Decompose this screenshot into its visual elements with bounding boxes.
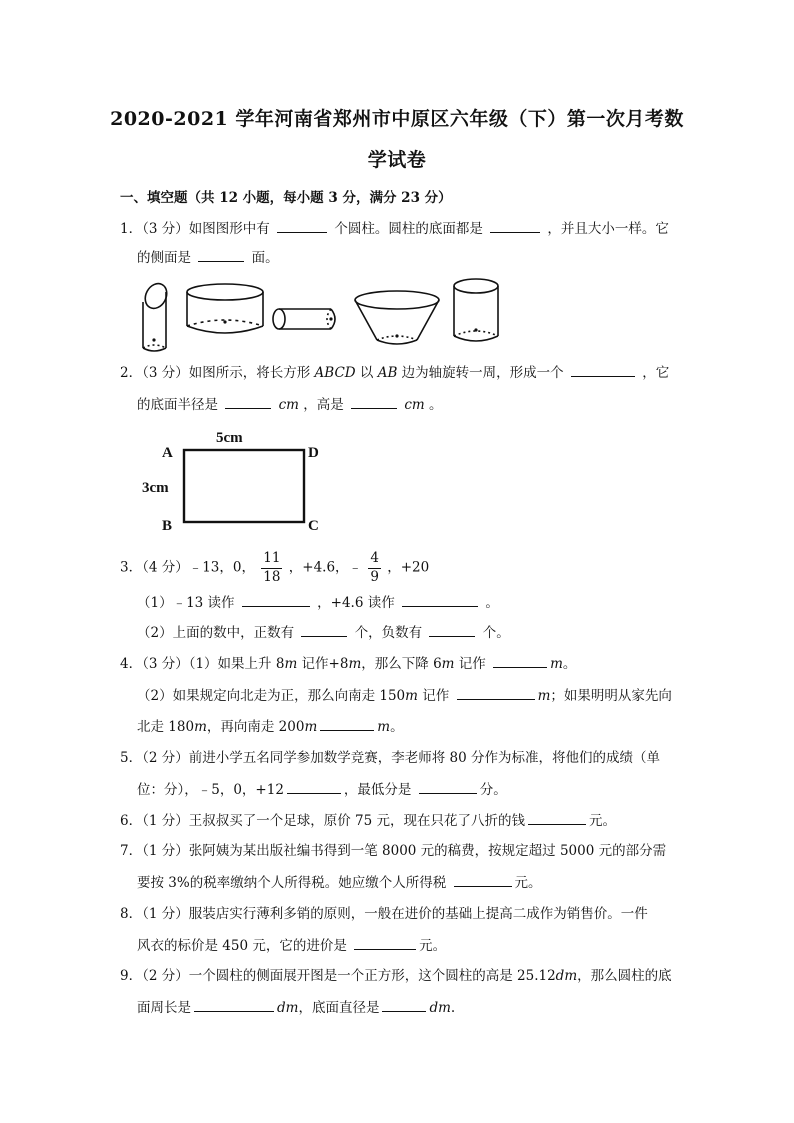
q1-blank-count[interactable] — [277, 218, 327, 233]
q8-text: 风衣的标价是 450 元，它的进价是 — [137, 938, 347, 954]
q1-blank-side[interactable] — [198, 247, 244, 262]
q4-text: 4．（3 分）（1）如果上升 8 — [120, 656, 285, 672]
vertex-a: A — [162, 445, 173, 461]
vertex-b: B — [162, 518, 173, 534]
q3-text: 个。 — [482, 625, 510, 641]
q8-blank-cost[interactable] — [354, 935, 416, 950]
question-6-line1 — [120, 810, 616, 831]
q3-text: 。 — [485, 595, 499, 611]
question-5-line2 — [137, 779, 507, 800]
q5-blank-lowest[interactable] — [419, 779, 477, 794]
question-4-line1: 4．（3 分）（1）如果上升 8m 记作+8m，那么下降 6m 记作 m。 — [120, 653, 576, 674]
q4-text: 北走 180 — [137, 719, 195, 735]
q3-text: ，+4.6 读作 — [317, 595, 395, 611]
q1-shapes-figure — [135, 278, 515, 356]
q4-blank-down[interactable] — [493, 653, 547, 668]
question-1-line1 — [120, 218, 669, 239]
q1-blank-base[interactable] — [490, 218, 540, 233]
q4-text: （2）如果规定向北走为正，那么向南走 150 — [137, 688, 406, 704]
question-2-line2 — [137, 394, 443, 415]
q4-text: ；如果明明从家先向 — [550, 688, 672, 704]
vertex-c: C — [308, 518, 319, 534]
exam-title-line1: 2020-2021 学年河南省郑州市中原区六年级（下）第一次月考数 — [110, 108, 684, 130]
q5-text: 分。 — [479, 782, 507, 798]
q2-unit: cm — [278, 397, 299, 413]
question-2-line1 — [120, 362, 669, 383]
q2-axis-name: AB — [377, 365, 398, 381]
rectangle-abcd — [184, 450, 304, 522]
q2-rectangle-figure — [138, 422, 338, 537]
fraction-4-9: $\frac{4}{9}$ — [370, 550, 379, 585]
q7-text: 7．（1 分）张阿姨为某出版社编书得到一笔 8000 元的稿费，按规定超过 5000 元的部分需 — [120, 843, 667, 859]
q3-text: ，+20 — [387, 559, 430, 576]
q4-text: 记作 — [454, 656, 486, 672]
q2-blank-radius[interactable] — [225, 394, 271, 409]
q8-text: 8．（1 分）服装店实行薄利多销的原则，一般在进价的基础上提高二成作为销售价。一件 — [120, 906, 648, 922]
question-3-line1 — [120, 552, 429, 584]
q4-text: 。 — [390, 719, 404, 735]
q4-blank-net[interactable] — [320, 716, 374, 731]
horizontal-cylinder-shape — [273, 309, 335, 329]
q7-blank-tax[interactable] — [454, 872, 512, 887]
q8-text: 元。 — [419, 938, 447, 954]
section-heading-fill-in: 一、填空题（共 12 小题，每小题 3 分，满分 23 分） — [120, 190, 452, 206]
q7-text: 元。 — [514, 875, 542, 891]
question-9-line2: 面周长是 dm，底面直径是 dm. — [137, 997, 455, 1018]
q2-blank-solid[interactable] — [571, 362, 635, 377]
q9-text: ，底面直径是 — [298, 1000, 380, 1016]
q3-blank-negative[interactable] — [429, 622, 475, 637]
question-8-line2 — [137, 935, 446, 956]
q4-text: 记作 — [417, 688, 450, 704]
q6-text: 6．（1 分）王叔叔买了一个足球，原价 75 元，现在只花了八折的钱 — [120, 813, 525, 829]
q7-text: 要按 3%的税率缴纳个人所得税。她应缴个人所得税 — [137, 875, 447, 891]
q2-blank-height[interactable] — [351, 394, 397, 409]
q3-blank-positive[interactable] — [301, 622, 347, 637]
q1-text: ，并且大小一样。它 — [547, 221, 669, 237]
label-3cm: 3cm — [142, 480, 169, 496]
q3-text: ，+4.6，﹣ — [288, 559, 363, 576]
q9-text: 9．（2 分）一个圆柱的侧面展开图是一个正方形，这个圆柱的高是 25.12 — [120, 968, 556, 984]
q2-text: 边为轴旋转一周，形成一个 — [401, 365, 564, 381]
q2-unit: cm — [404, 397, 425, 413]
q3-blank-read2[interactable] — [402, 592, 478, 607]
q5-text: 5．（2 分）前进小学五名同学参加数学竞赛，李老师将 80 分作为标准，将他们的成绩（单 — [120, 750, 660, 766]
question-3-sub1 — [137, 592, 499, 613]
question-1-line2 — [137, 247, 279, 268]
question-8-line1 — [120, 904, 648, 924]
vertex-d: D — [308, 445, 319, 461]
q3-blank-read1[interactable] — [242, 592, 310, 607]
q4-text: ，那么下降 6 — [361, 656, 442, 672]
question-5-line1 — [120, 748, 660, 768]
exam-title-line2: 学试卷 — [367, 149, 427, 171]
q1-text: 面。 — [251, 250, 279, 266]
label-5cm: 5cm — [216, 430, 243, 446]
question-3-sub2 — [137, 622, 510, 643]
q5-text: 位：分），﹣5，0，+12 — [137, 782, 284, 798]
q2-text: 的底面半径是 — [137, 397, 218, 413]
q9-blank-diameter[interactable] — [382, 997, 426, 1012]
q2-text: 。 — [429, 397, 443, 413]
q6-blank-price[interactable] — [528, 810, 586, 825]
q3-text: （1）﹣13 读作 — [137, 595, 235, 611]
q9-text: 面周长是 — [137, 1000, 191, 1016]
question-7-line2 — [137, 872, 542, 893]
q9-blank-circumference[interactable] — [194, 997, 274, 1012]
q1-text: 个圆柱。圆柱的底面都是 — [334, 221, 483, 237]
question-7-line1 — [120, 841, 666, 861]
wide-cylinder-shape — [187, 284, 263, 333]
q5-blank-score[interactable] — [287, 779, 341, 794]
slanted-cylinder-shape — [141, 280, 171, 351]
q2-text: ，高是 — [303, 397, 344, 413]
q1-text: 1．（3 分）如图图形中有 — [120, 221, 270, 237]
q3-text: 3．（4 分）﹣13，0， — [120, 559, 255, 576]
q6-text: 元。 — [588, 813, 616, 829]
upright-cylinder-shape — [454, 279, 498, 341]
q4-text: ，再向南走 200 — [206, 719, 305, 735]
q5-text: ，最低分是 — [343, 782, 412, 798]
q4-text: 。 — [562, 656, 577, 672]
q2-text: ，它 — [642, 365, 670, 381]
question-4-line2: （2）如果规定向北走为正，那么向南走 150m 记作 m；如果明明从家先向 — [137, 685, 672, 706]
q9-text: ，那么圆柱的底 — [577, 968, 672, 984]
q2-text: 以 — [359, 365, 374, 381]
q2-text: 2．（3 分）如图所示，将长方形 — [120, 365, 311, 381]
question-4-line3: 北走 180m，再向南走 200m m。 — [137, 716, 404, 737]
q4-text: 记作+8 — [297, 656, 349, 672]
q2-rect-name: ABCD — [314, 365, 356, 381]
q1-text: 的侧面是 — [137, 250, 191, 266]
q4-blank-south[interactable] — [457, 685, 535, 700]
question-9-line1: 9．（2 分）一个圆柱的侧面展开图是一个正方形，这个圆柱的高是 25.12dm，那么圆柱的底 — [120, 968, 672, 984]
q3-text: （2）上面的数中，正数有 — [137, 625, 295, 641]
q3-text: 个，负数有 — [354, 625, 423, 641]
q9-text: . — [450, 1000, 456, 1016]
fraction-11-18: $\frac{11}{18}$ — [263, 550, 281, 585]
